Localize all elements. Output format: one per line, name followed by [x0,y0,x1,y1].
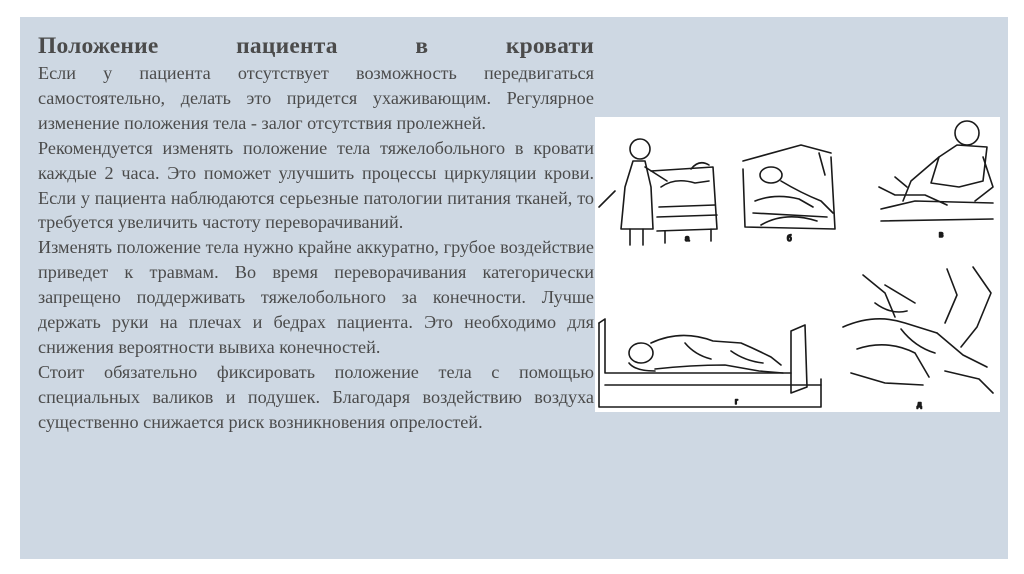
paragraph-1: Если у пациента отсутствует возможность передвигаться самостоятельно, делать это придется ухаживающим. Регулярное изменение положения тела - залог отсутствия пролежней. [38,63,594,133]
slide-background [20,17,1008,559]
patient-positioning-illustration [595,117,1000,412]
page-title: Положение пациента в кровати [38,33,594,59]
illustration-v [879,121,993,221]
illustration-g [599,319,821,407]
label-b: б [787,234,792,243]
label-g: г [735,397,738,406]
illustration-b [743,145,835,229]
label-v: в [939,230,944,239]
illustration-d [843,267,993,393]
paragraph-4: Стоит обязательно фиксировать положение тела с помощью специальных валиков и подушек. Благодаря воздействию воздуха существенно снижается риск возникновения опрелостей. [38,361,594,432]
illustration-a [599,139,717,245]
paragraph-3: Изменять положение тела нужно крайне аккуратно, грубое воздействие приведет к травмам. Во время переворачивания категорически запрещено поддерживать тяжелобольного за конечности. Лучше держать руки на плечах и бедрах пациента. Это необходимо для снижения вероятности вывиха конечностей. [38,237,594,357]
label-a: а [685,234,690,243]
label-d: д [917,400,922,409]
text-column [38,31,594,435]
paragraph-2: Рекомендуется изменять положение тела тяжелобольного в кровати каждые 2 часа. Это поможет улучшить процессы циркуляции крови. Если у пациента наблюдаются серьезные патологии питания тканей, то требуется увеличить частоту переворачиваний. [38,137,594,233]
